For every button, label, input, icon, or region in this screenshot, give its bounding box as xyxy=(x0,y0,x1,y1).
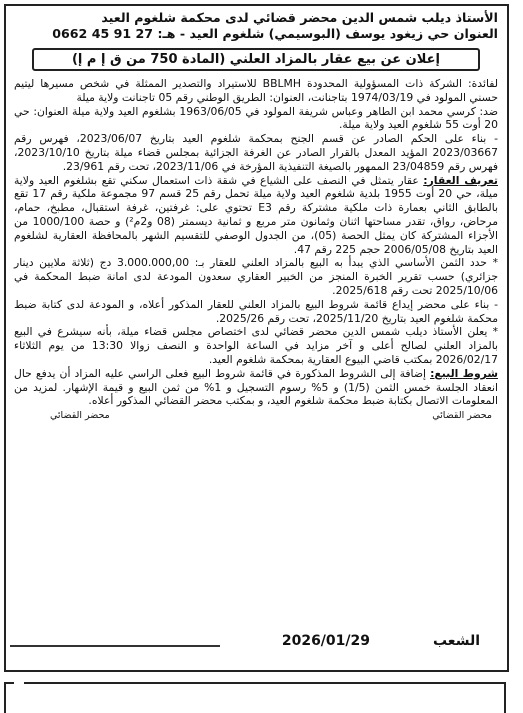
legal-announcement xyxy=(10,10,502,421)
judgment-paragraph: - بناء على الحكم الصادر عن قسم الجنح بمحكمة شلغوم العيد بتاريخ 2023/06/07، فهرس رقم 2023/03667 المؤيد المعدل بالقرار الصادر عن الغرفة الجزائية بمجلس قضاء ميلة بتاريخ 2023/10/10، فهرس رقم 23/04859 الممهور بالصيغة التنفيذية المؤرخة في 2023/11/06، تحت رقم 23/961. xyxy=(14,132,498,173)
announcement-body xyxy=(14,77,498,408)
sale-conditions-label: شروط البيع: xyxy=(430,366,499,380)
base-price-paragraph: * حدد الثمن الأساسي الذي يبدأ به البيع بالمزاد العلني للعقار بـ: 3.000.000,00 دج (ثلاثة ملايين دينار جزائري) حسب تقرير الخبرة المنجز من الخبير العقاري سعدون المودعة لدى امانة ضبط المحكمة في 2025/10/06 تحت رقم 2025/618. xyxy=(14,256,498,297)
property-label: تعريف العقار: xyxy=(423,173,498,187)
signature-right: محضر القضائي xyxy=(432,410,492,422)
bailiff-name: الأستاذ ديلب شمس الدين محضر قضائي لدى محكمة شلغوم العيد xyxy=(101,10,498,25)
adjacent-frame-left xyxy=(4,682,14,713)
adjacent-frame-right xyxy=(24,682,506,713)
publication-footer xyxy=(10,633,500,655)
property-description: عقار يتمثل في النصف على الشياع في شقة ذات استعمال سكني تقع بشلغوم العيد ولاية ميلة، حي 20 أوت 1955 بلدية شلغوم العيد ولاية ميلة تحمل رقم 25 قسم 97 مجموعة ملكية رقم 17 تقع بالطابق الثاني بعمارة ذات ملكية مشتركة رقم E3 تحتوي على: غرفتين، غرفة استقبال، مطبخ، حمام، مرحاض، رواق، تقدر مساحتها اثنان وثمانون متر مربع و ثمانية ديسمتر (08 و2م²) و حصة 1000/100 من الأجزاء المشتركة كان يمثل الحصة (05)، من الجدول الوصفي للتقسيم الشهر بالمحافظة العقارية لشلغوم العيد بتاريخ 2006/05/08 حجم 225 رقم 47. xyxy=(14,173,498,256)
publication-date: 2026/01/29 xyxy=(281,633,370,649)
footer-rule xyxy=(10,645,220,647)
sale-conditions-text: إضافة إلى الشروط المذكورة في قائمة شروط البيع فعلى الراسي عليه المزاد أن يدفع حال انعقاد الجلسة خمس الثمن (1/5) و 5% رسوم التسجيل و 1% من ثمن البيع و قيمة الإشهار. لمزيد من المعلومات الاتصال بكتابة ضبط محكمة شلغوم العيد، و بمكتب محضر القضائي المذكور أعلاه. xyxy=(14,366,499,408)
beneficiary-paragraph: لفائدة: الشركة ذات المسؤولية المحدودة BBLMH للاستيراد والتصدير الممثلة في شخص مسيرها ليتيم حسني المولود في 1974/03/19 بتاجنانت، العنوان: الطريق الوطني رقم 05 تاجنانت ولاية ميلة xyxy=(14,77,498,104)
auction-paragraph: * يعلن الأستاذ ديلب شمس الدين محضر قضائي لدى اختصاص مجلس قضاء ميلة، بأنه سيشرع في البيع بالمزاد العلني لصالح أعلى و آخر مزايد في الساعة الواحدة و النصف زوالا 13:30 من يوم الثلاثاء 2026/02/17 بمكتب قاضي البيوع العقارية بمحكمة شلغوم العيد. xyxy=(14,325,498,366)
announcement-title: إعلان عن بيع عقار بالمزاد العلني (المادة 750 من ق إ م إ) xyxy=(32,48,480,71)
deposit-paragraph: - بناء على محضر إيداع قائمة شروط البيع بالمزاد العلني للعقار المذكور أعلاه، و المودعة لدى كتابة ضبط محكمة شلغوم العيد بتاريخ 2025/11/20، تحت رقم 2025/26. xyxy=(14,297,498,325)
signature-left: محضر القضائي xyxy=(50,410,110,422)
sale-conditions-paragraph xyxy=(14,367,498,408)
next-announcement-edge xyxy=(0,676,523,711)
newspaper-name: الشعب xyxy=(432,633,480,649)
bailiff-address: العنوان حي زيغود يوسف (البوسيمي) شلغوم العيد - هـ: 27 91 45 0662 xyxy=(52,26,498,41)
property-paragraph xyxy=(14,174,498,257)
signature-row xyxy=(50,410,492,421)
defendant-paragraph: ضد: كرسي محمد ابن الطاهر وعباس شريفة المولود في 1963/06/05 بشلغوم العيد ولاية ميلة العنوان: حي 20 أوت 55 شلغوم العيد ولاية ميلة. xyxy=(14,104,498,132)
